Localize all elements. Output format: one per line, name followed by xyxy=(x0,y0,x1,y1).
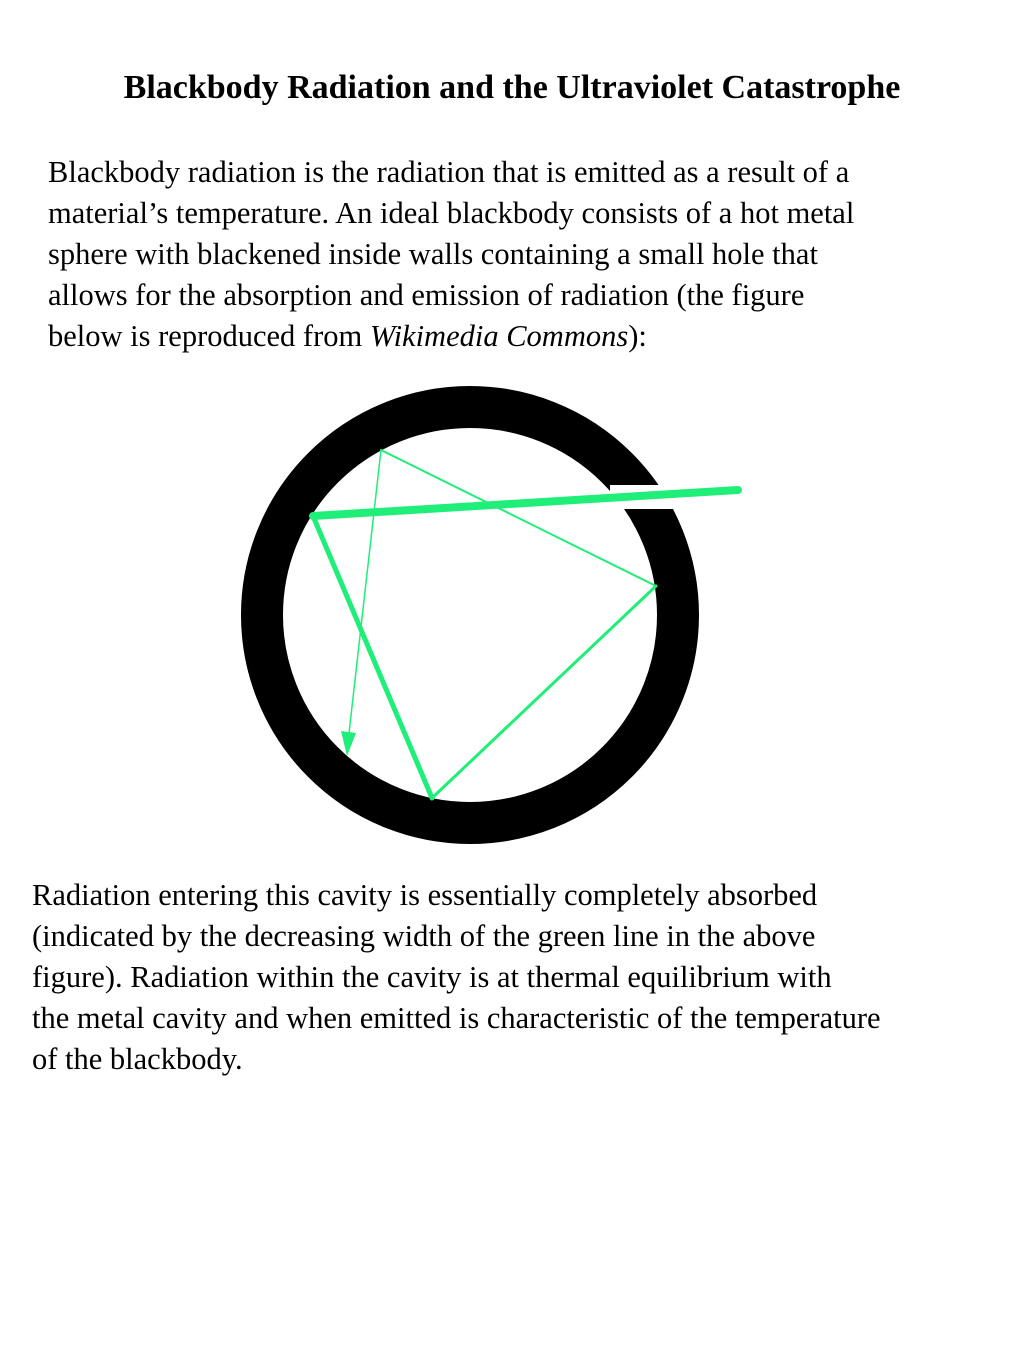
paragraph-text: below is reproduced from xyxy=(48,319,370,353)
paragraph-line: Radiation entering this cavity is essentially completely absorbed xyxy=(32,878,818,912)
arrowhead-icon xyxy=(341,731,356,756)
reflected-ray-2 xyxy=(432,586,656,798)
paragraph-line: of the blackbody. xyxy=(32,1042,243,1076)
paragraph-line: the metal cavity and when emitted is characteristic of the temperature xyxy=(32,1001,881,1035)
paragraph-line: allows for the absorption and emission of radiation (the figure xyxy=(48,278,805,312)
incoming-ray xyxy=(313,490,738,516)
paragraph-line: (indicated by the decreasing width of the green line in the above xyxy=(32,919,816,953)
intro-paragraph xyxy=(48,152,988,357)
paragraph-line: Blackbody radiation is the radiation that is emitted as a result of a xyxy=(48,155,850,189)
paragraph-line: material’s temperature. An ideal blackbody consists of a hot metal xyxy=(48,196,855,230)
explanation-paragraph xyxy=(32,875,1002,1080)
reflected-ray-1 xyxy=(313,516,432,798)
paragraph-text: ): xyxy=(628,319,647,353)
source-citation: Wikimedia Commons xyxy=(369,319,629,353)
paragraph-line-last xyxy=(48,316,988,357)
reflected-ray-3 xyxy=(381,450,656,586)
paragraph-line: sphere with blackened inside walls containing a small hole that xyxy=(48,237,818,271)
page-title: Blackbody Radiation and the Ultraviolet Catastrophe xyxy=(123,69,901,106)
radiation-path xyxy=(313,450,738,798)
cavity-wall xyxy=(262,407,678,823)
reflected-ray-4 xyxy=(348,450,381,742)
paragraph-line: figure). Radiation within the cavity is at thermal equilibrium with xyxy=(32,960,832,994)
